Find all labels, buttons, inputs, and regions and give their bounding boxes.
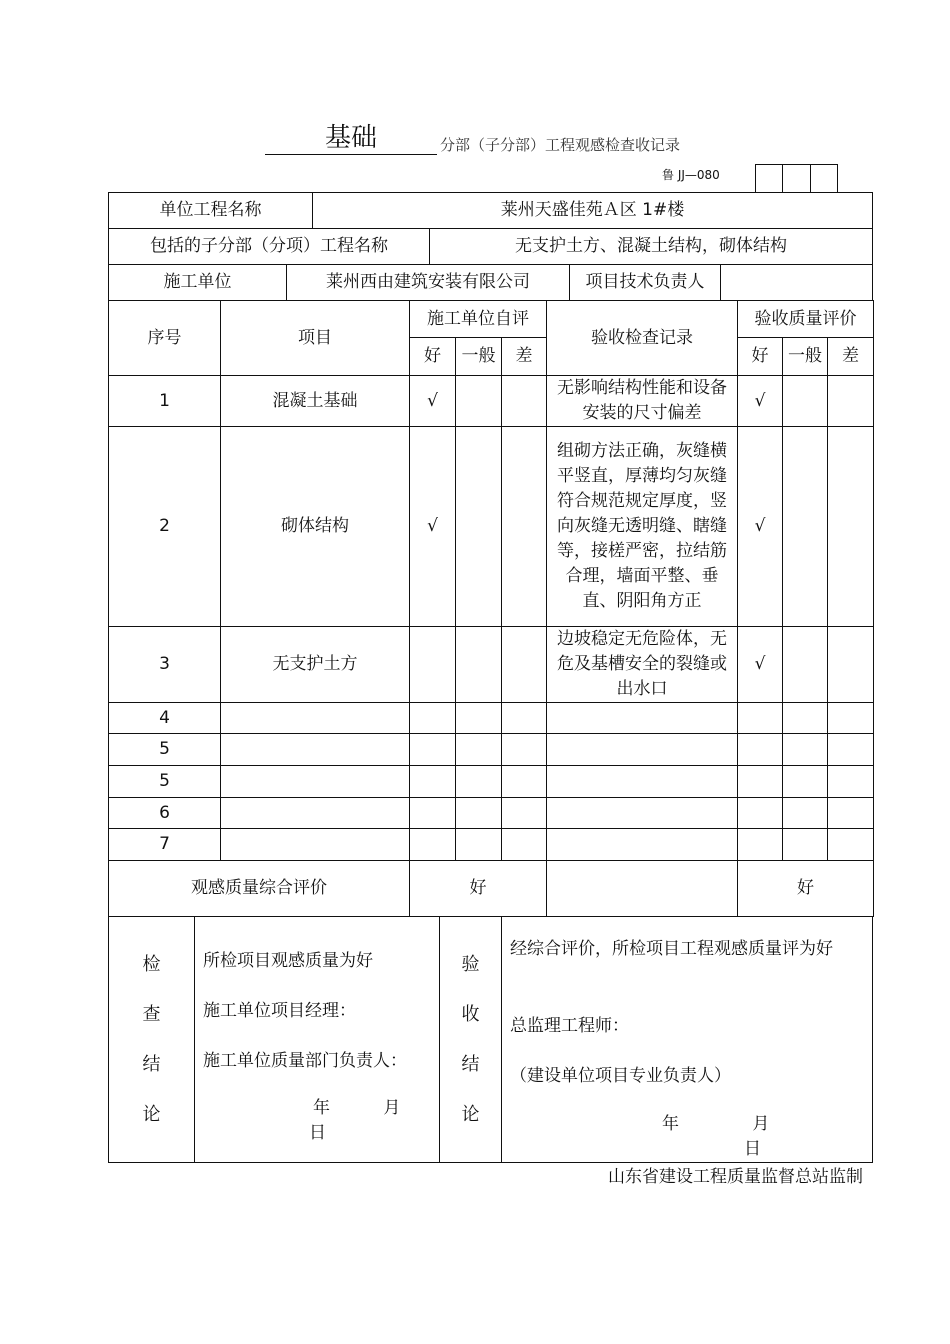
row-record xyxy=(547,829,738,861)
col-acc-fair: 一般 xyxy=(783,338,828,376)
row-acc-fair xyxy=(783,376,828,427)
row-self-poor xyxy=(502,427,547,627)
row-self-fair xyxy=(456,766,502,798)
row-item xyxy=(221,703,410,734)
tech-lead-label: 项目技术负责人 xyxy=(570,265,721,301)
unit-project-value: 莱州天盛佳苑Ａ区 1#楼 xyxy=(313,193,873,229)
row-acc-fair xyxy=(783,703,828,734)
col-self-fair: 一般 xyxy=(456,338,502,376)
row-record: 组砌方法正确，灰缝横平竖直，厚薄均匀灰缝符合规范规定厚度，竖向灰缝无透明缝、瞎缝等，接槎严密，拉结筋合理，墙面平整、垂直、阴阳角方正 xyxy=(547,427,738,627)
col-no: 序号 xyxy=(109,301,221,376)
row-item xyxy=(221,798,410,829)
row-self-poor xyxy=(502,829,547,861)
overall-record xyxy=(547,861,738,917)
accept-line-3: （建设单位项目专业负责人） xyxy=(510,1066,731,1086)
conclusion-table xyxy=(108,916,873,1163)
check-line-1: 所检项目观感质量为好 xyxy=(203,951,373,971)
row-no: 3 xyxy=(109,627,221,703)
row-acc-good xyxy=(738,829,783,861)
row-item: 混凝土基础 xyxy=(221,376,410,427)
row-no: 5 xyxy=(109,734,221,766)
row-record: 无影响结构性能和设备安装的尺寸偏差 xyxy=(547,376,738,427)
row-no: 7 xyxy=(109,829,221,861)
row-acc-poor xyxy=(828,766,874,798)
table-row xyxy=(109,427,874,627)
accept-line-1: 经综合评价，所检项目工程观感质量评为好 xyxy=(510,939,833,959)
row-acc-good: √ xyxy=(738,376,783,427)
row-acc-poor xyxy=(828,427,874,627)
col-self-good: 好 xyxy=(410,338,456,376)
overall-acc-value: 好 xyxy=(738,861,874,917)
row-record xyxy=(547,798,738,829)
col-acceptance: 验收质量评价 xyxy=(738,301,874,338)
table-row xyxy=(109,703,874,734)
row-self-poor xyxy=(502,376,547,427)
row-self-fair xyxy=(456,798,502,829)
accept-date: 年 月 日 xyxy=(662,1114,770,1159)
row-self-fair xyxy=(456,734,502,766)
row-acc-poor xyxy=(828,376,874,427)
overall-label: 观感质量综合评价 xyxy=(109,861,410,917)
row-acc-good xyxy=(738,766,783,798)
row-acc-poor xyxy=(828,703,874,734)
row-acc-good xyxy=(738,734,783,766)
row-acc-fair xyxy=(783,766,828,798)
row-self-poor xyxy=(502,703,547,734)
row-item xyxy=(221,829,410,861)
code-boxes xyxy=(755,164,838,192)
col-acc-poor: 差 xyxy=(828,338,874,376)
row-acc-good: √ xyxy=(738,627,783,703)
row-acc-fair xyxy=(783,734,828,766)
sub-project-row xyxy=(108,228,873,265)
tech-lead-value xyxy=(721,265,873,301)
row-acc-good xyxy=(738,703,783,734)
row-acc-poor xyxy=(828,627,874,703)
footer-issuer: 山东省建设工程质量监督总站监制 xyxy=(608,1167,863,1187)
col-record: 验收检查记录 xyxy=(547,301,738,376)
row-acc-good: √ xyxy=(738,427,783,627)
row-acc-poor xyxy=(828,798,874,829)
table-row xyxy=(109,798,874,829)
check-conclusion-label: 检 查 结 论 xyxy=(109,917,195,1163)
row-self-fair xyxy=(456,829,502,861)
sub-project-label: 包括的子分部（分项）工程名称 xyxy=(109,229,430,265)
row-item xyxy=(221,766,410,798)
row-self-poor xyxy=(502,734,547,766)
title-sub: 分部（子分部）工程观感检查收记录 xyxy=(440,136,681,154)
row-self-fair xyxy=(456,376,502,427)
document-title xyxy=(0,122,950,162)
col-self-eval: 施工单位自评 xyxy=(410,301,547,338)
contractor-value: 莱州西由建筑安装有限公司 xyxy=(287,265,570,301)
inspection-table xyxy=(108,300,874,917)
row-self-good xyxy=(410,627,456,703)
row-self-good: √ xyxy=(410,427,456,627)
row-self-fair xyxy=(456,627,502,703)
table-row xyxy=(109,376,874,427)
row-self-good xyxy=(410,703,456,734)
row-no: 1 xyxy=(109,376,221,427)
row-acc-good xyxy=(738,798,783,829)
table-row xyxy=(109,766,874,798)
overall-self-value: 好 xyxy=(410,861,547,917)
row-self-good xyxy=(410,766,456,798)
row-record xyxy=(547,734,738,766)
row-self-good xyxy=(410,829,456,861)
row-no: 5 xyxy=(109,766,221,798)
row-record xyxy=(547,703,738,734)
row-record xyxy=(547,766,738,798)
title-main: 基础 xyxy=(265,122,437,155)
table-row xyxy=(109,829,874,861)
row-record: 边坡稳定无危险体，无危及基槽安全的裂缝或出水口 xyxy=(547,627,738,703)
row-self-fair xyxy=(456,427,502,627)
contractor-row xyxy=(108,264,873,301)
col-acc-good: 好 xyxy=(738,338,783,376)
row-no: 2 xyxy=(109,427,221,627)
acceptance-conclusion-label: 验 收 结 论 xyxy=(440,917,502,1163)
row-acc-poor xyxy=(828,734,874,766)
col-self-poor: 差 xyxy=(502,338,547,376)
row-self-good: √ xyxy=(410,376,456,427)
row-self-good xyxy=(410,798,456,829)
row-item xyxy=(221,734,410,766)
row-self-fair xyxy=(456,703,502,734)
acceptance-conclusion-content xyxy=(502,917,873,1163)
row-acc-fair xyxy=(783,427,828,627)
row-item: 无支护土方 xyxy=(221,627,410,703)
check-conclusion-content xyxy=(195,917,440,1163)
row-acc-poor xyxy=(828,829,874,861)
check-line-3: 施工单位质量部门负责人： xyxy=(203,1051,407,1071)
table-row xyxy=(109,627,874,703)
row-acc-fair xyxy=(783,627,828,703)
unit-project-row xyxy=(108,192,873,229)
form-code: 鲁 JJ—080 xyxy=(662,168,720,182)
contractor-label: 施工单位 xyxy=(109,265,287,301)
check-date: 年 月 xyxy=(313,1098,401,1118)
row-self-good xyxy=(410,734,456,766)
check-date-day: 日 xyxy=(309,1123,326,1143)
row-acc-fair xyxy=(783,829,828,861)
check-line-2: 施工单位项目经理： xyxy=(203,1001,356,1021)
sub-project-value: 无支护土方、混凝土结构，砌体结构 xyxy=(430,229,873,265)
table-row xyxy=(109,734,874,766)
unit-project-label: 单位工程名称 xyxy=(109,193,313,229)
row-self-poor xyxy=(502,766,547,798)
accept-line-2: 总监理工程师： xyxy=(510,1016,629,1036)
row-acc-fair xyxy=(783,798,828,829)
row-item: 砌体结构 xyxy=(221,427,410,627)
col-item: 项目 xyxy=(221,301,410,376)
row-self-poor xyxy=(502,627,547,703)
overall-row xyxy=(109,861,874,917)
row-self-poor xyxy=(502,798,547,829)
row-no: 4 xyxy=(109,703,221,734)
row-no: 6 xyxy=(109,798,221,829)
